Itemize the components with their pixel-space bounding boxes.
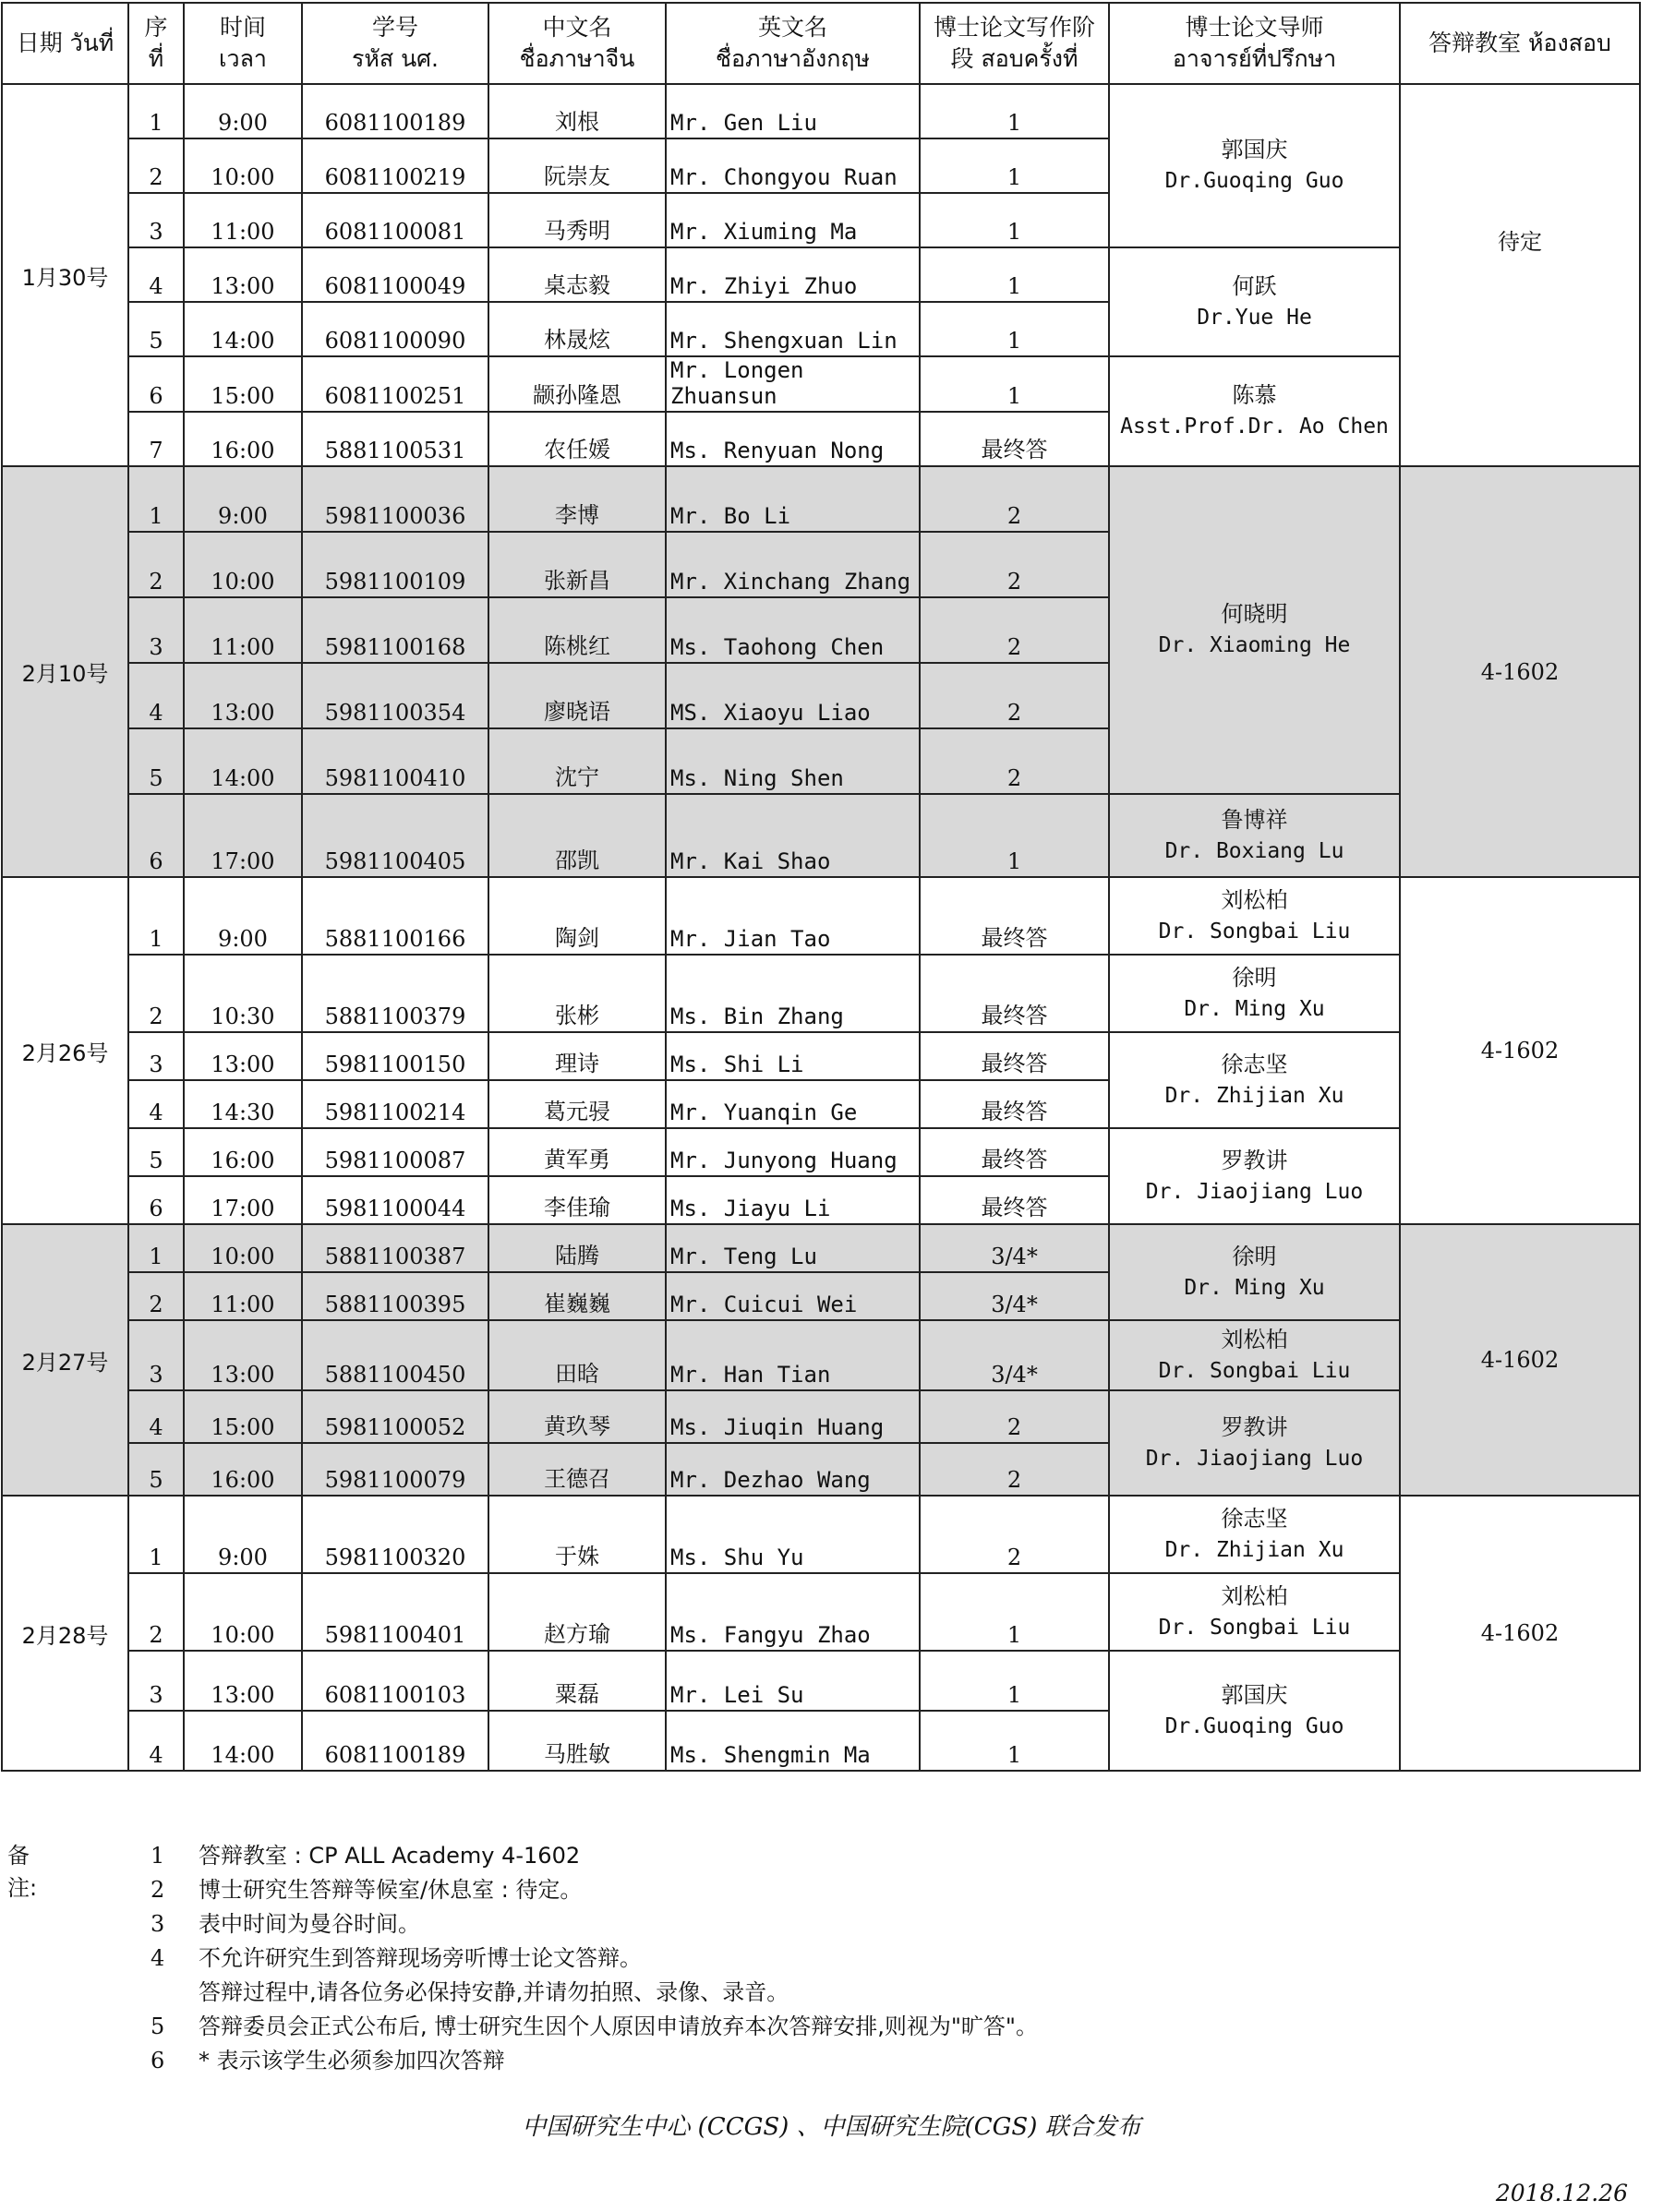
advisor-english-name: Dr. Zhijian Xu xyxy=(1164,1083,1344,1108)
time-cell: 14:30 xyxy=(184,1080,302,1128)
time-cell: 15:00 xyxy=(184,1390,302,1443)
chinese-name-cell: 林晟炫 xyxy=(488,302,666,356)
chinese-name-cell: 陆腾 xyxy=(488,1224,666,1272)
room-cell: 4-1602 xyxy=(1400,466,1640,877)
chinese-name-cell: 农任媛 xyxy=(488,412,666,466)
room-cell: 4-1602 xyxy=(1400,877,1640,1224)
seq-cell: 3 xyxy=(128,193,184,247)
stage-cell: 2 xyxy=(920,532,1109,597)
advisor-chinese-name: 刘松柏 xyxy=(1221,1582,1288,1609)
note-item xyxy=(151,1905,420,1938)
stage-cell: 1 xyxy=(920,1573,1109,1651)
student-row xyxy=(2,1390,1640,1443)
advisor-cell xyxy=(1109,1128,1400,1224)
seq-cell: 4 xyxy=(128,663,184,728)
seq-cell: 6 xyxy=(128,356,184,412)
advisor-cell xyxy=(1109,1573,1400,1651)
chinese-name-cell: 粟磊 xyxy=(488,1651,666,1711)
student-id-cell: 6081100103 xyxy=(302,1651,488,1711)
english-name-cell: Ms. Jiayu Li xyxy=(666,1176,920,1224)
note-number: 2 xyxy=(151,1877,165,1903)
stage-cell: 3/4* xyxy=(920,1272,1109,1320)
time-cell: 14:00 xyxy=(184,1711,302,1771)
stage-cell: 1 xyxy=(920,356,1109,412)
stage-cell: 最终答 xyxy=(920,412,1109,466)
time-cell: 15:00 xyxy=(184,356,302,412)
student-id-cell: 5981100401 xyxy=(302,1573,488,1651)
time-cell: 13:00 xyxy=(184,1032,302,1080)
english-name-cell: Mr. Junyong Huang xyxy=(666,1128,920,1176)
stage-cell: 2 xyxy=(920,663,1109,728)
advisor-cell xyxy=(1109,1496,1400,1573)
chinese-name-cell: 黄军勇 xyxy=(488,1128,666,1176)
seq-cell: 6 xyxy=(128,794,184,877)
advisor-chinese-name: 郭国庆 xyxy=(1221,137,1288,163)
time-cell: 11:00 xyxy=(184,193,302,247)
stage-cell: 1 xyxy=(920,193,1109,247)
time-cell: 13:00 xyxy=(184,1320,302,1390)
advisor-chinese-name: 徐志坚 xyxy=(1221,1505,1288,1532)
date-cell: 2月10号 xyxy=(2,466,128,877)
student-row xyxy=(2,247,1640,302)
student-row xyxy=(2,466,1640,532)
advisor-chinese-name: 罗教讲 xyxy=(1221,1147,1288,1173)
student-row xyxy=(2,356,1640,412)
student-row xyxy=(2,955,1640,1032)
english-name-cell: Mr. Kai Shao xyxy=(666,794,920,877)
english-name-cell: Mr. Han Tian xyxy=(666,1320,920,1390)
chinese-name-cell: 陶剑 xyxy=(488,877,666,955)
chinese-name-cell: 李博 xyxy=(488,466,666,532)
header-english-name: 英文名 ชื่อภาษาอังกฤษ xyxy=(666,3,920,84)
publisher-footer: 中国研究生中心 (CCGS) 、中国研究生院(CGS) 联合发布 xyxy=(522,2113,1141,2141)
english-name-cell: Mr. Yuanqin Ge xyxy=(666,1080,920,1128)
header-time: 时间 เวลา xyxy=(184,3,302,84)
note-text: 博士研究生答辩等候室/休息室 : 待定。 xyxy=(199,1877,583,1903)
english-name-cell: Ms. Ning Shen xyxy=(666,728,920,794)
time-cell: 11:00 xyxy=(184,597,302,663)
notes-heading: 备注: xyxy=(7,1843,38,1901)
chinese-name-cell: 马秀明 xyxy=(488,193,666,247)
english-name-cell: Ms. Shu Yu xyxy=(666,1496,920,1573)
note-number: 4 xyxy=(151,1945,165,1971)
header-advisor: 博士论文导师 อาจารย์ที่ปรึกษา xyxy=(1109,3,1400,84)
advisor-english-name: Dr. Ming Xu xyxy=(1184,1275,1325,1300)
advisor-english-name: Dr. Boxiang Lu xyxy=(1164,838,1344,863)
stage-cell: 2 xyxy=(920,1390,1109,1443)
header-seq: 序 ที่ xyxy=(128,3,184,84)
room-cell: 待定 xyxy=(1400,84,1640,466)
stage-cell: 1 xyxy=(920,247,1109,302)
time-cell: 10:00 xyxy=(184,532,302,597)
seq-cell: 2 xyxy=(128,1272,184,1320)
english-name-cell: Ms. Bin Zhang xyxy=(666,955,920,1032)
student-id-cell: 5881100531 xyxy=(302,412,488,466)
stage-cell: 1 xyxy=(920,302,1109,356)
time-cell: 10:30 xyxy=(184,955,302,1032)
english-name-cell: Ms. Shengmin Ma xyxy=(666,1711,920,1771)
english-name-cell: Mr. Longen Zhuansun xyxy=(666,356,920,412)
student-id-cell: 5981100079 xyxy=(302,1443,488,1496)
stage-cell: 最终答 xyxy=(920,1128,1109,1176)
note-text: 答辩教室 : CP ALL Academy 4-1602 xyxy=(199,1843,581,1869)
note-item xyxy=(151,1940,642,1972)
chinese-name-cell: 沈宁 xyxy=(488,728,666,794)
advisor-cell xyxy=(1109,877,1400,955)
advisor-cell xyxy=(1109,1651,1400,1771)
stage-cell: 2 xyxy=(920,597,1109,663)
student-row xyxy=(2,84,1640,138)
date-cell: 2月28号 xyxy=(2,1496,128,1771)
stage-cell: 2 xyxy=(920,1496,1109,1573)
seq-cell: 5 xyxy=(128,302,184,356)
seq-cell: 7 xyxy=(128,412,184,466)
time-cell: 9:00 xyxy=(184,466,302,532)
note-item xyxy=(151,1871,582,1904)
date-cell: 2月27号 xyxy=(2,1224,128,1496)
note-text: 不允许研究生到答辩现场旁听博士论文答辩。 xyxy=(199,1945,642,1971)
time-cell: 16:00 xyxy=(184,412,302,466)
advisor-cell xyxy=(1109,1224,1400,1320)
student-id-cell: 5981100354 xyxy=(302,663,488,728)
stage-cell: 3/4* xyxy=(920,1320,1109,1390)
english-name-cell: Mr. Bo Li xyxy=(666,466,920,532)
advisor-chinese-name: 徐志坚 xyxy=(1221,1051,1288,1077)
chinese-name-cell: 张新昌 xyxy=(488,532,666,597)
advisor-english-name: Dr. Zhijian Xu xyxy=(1164,1537,1344,1562)
english-name-cell: Mr. Zhiyi Zhuo xyxy=(666,247,920,302)
student-row xyxy=(2,1224,1640,1272)
english-name-cell: Mr. Jian Tao xyxy=(666,877,920,955)
advisor-chinese-name: 刘松柏 xyxy=(1221,1326,1288,1352)
seq-cell: 3 xyxy=(128,1032,184,1080)
note-item xyxy=(151,1974,789,2006)
student-id-cell: 6081100189 xyxy=(302,1711,488,1771)
chinese-name-cell: 张彬 xyxy=(488,955,666,1032)
note-number: 5 xyxy=(151,2014,165,2039)
time-cell: 14:00 xyxy=(184,728,302,794)
english-name-cell: Ms. Jiuqin Huang xyxy=(666,1390,920,1443)
english-name-cell: Mr. Shengxuan Lin xyxy=(666,302,920,356)
advisor-chinese-name: 何晓明 xyxy=(1221,601,1288,628)
student-id-cell: 5981100052 xyxy=(302,1390,488,1443)
student-row xyxy=(2,1320,1640,1390)
note-item xyxy=(151,2008,1038,2040)
stage-cell: 最终答 xyxy=(920,1080,1109,1128)
advisor-english-name: Dr.Guoqing Guo xyxy=(1164,169,1344,194)
seq-cell: 5 xyxy=(128,728,184,794)
advisor-english-name: Dr. Xiaoming He xyxy=(1158,633,1351,658)
advisor-chinese-name: 徐明 xyxy=(1232,964,1277,991)
advisor-chinese-name: 陈慕 xyxy=(1232,382,1277,409)
advisor-english-name: Dr.Guoqing Guo xyxy=(1164,1713,1344,1738)
seq-cell: 1 xyxy=(128,1496,184,1573)
english-name-cell: Mr. Dezhao Wang xyxy=(666,1443,920,1496)
advisor-english-name: Dr. Songbai Liu xyxy=(1158,1358,1351,1383)
english-name-cell: Ms. Fangyu Zhao xyxy=(666,1573,920,1651)
stage-cell: 1 xyxy=(920,1711,1109,1771)
advisor-english-name: Asst.Prof.Dr. Ao Chen xyxy=(1120,415,1389,439)
chinese-name-cell: 陈桃红 xyxy=(488,597,666,663)
student-row xyxy=(2,1651,1640,1711)
note-number: 3 xyxy=(151,1911,165,1937)
seq-cell: 2 xyxy=(128,1573,184,1651)
note-number: 6 xyxy=(151,2048,165,2074)
seq-cell: 6 xyxy=(128,1176,184,1224)
chinese-name-cell: 理诗 xyxy=(488,1032,666,1080)
note-text: 答辩过程中,请各位务必保持安静,并请勿拍照、录像、录音。 xyxy=(199,1979,789,2005)
time-cell: 16:00 xyxy=(184,1128,302,1176)
english-name-cell: Mr. Teng Lu xyxy=(666,1224,920,1272)
time-cell: 13:00 xyxy=(184,247,302,302)
student-id-cell: 5981100168 xyxy=(302,597,488,663)
stage-cell: 1 xyxy=(920,138,1109,193)
note-item xyxy=(151,1837,580,1869)
header-room: 答辩教室 ห้องสอบ xyxy=(1400,3,1640,84)
stage-cell: 3/4* xyxy=(920,1224,1109,1272)
student-id-cell: 6081100251 xyxy=(302,356,488,412)
time-cell: 17:00 xyxy=(184,1176,302,1224)
student-id-cell: 5881100379 xyxy=(302,955,488,1032)
stage-cell: 2 xyxy=(920,728,1109,794)
defense-schedule-table xyxy=(1,2,1641,1772)
english-name-cell: Mr. Gen Liu xyxy=(666,84,920,138)
english-name-cell: Mr. Cuicui Wei xyxy=(666,1272,920,1320)
english-name-cell: Mr. Xiuming Ma xyxy=(666,193,920,247)
student-id-cell: 6081100189 xyxy=(302,84,488,138)
note-text: * 表示该学生必须参加四次答辩 xyxy=(199,2048,505,2074)
time-cell: 9:00 xyxy=(184,877,302,955)
english-name-cell: Mr. Chongyou Ruan xyxy=(666,138,920,193)
note-number: 1 xyxy=(151,1843,165,1869)
seq-cell: 1 xyxy=(128,84,184,138)
advisor-chinese-name: 何跃 xyxy=(1232,272,1277,299)
student-id-cell: 5981100150 xyxy=(302,1032,488,1080)
seq-cell: 5 xyxy=(128,1128,184,1176)
seq-cell: 4 xyxy=(128,1080,184,1128)
chinese-name-cell: 田晗 xyxy=(488,1320,666,1390)
student-id-cell: 6081100049 xyxy=(302,247,488,302)
advisor-cell xyxy=(1109,1390,1400,1496)
student-id-cell: 6081100219 xyxy=(302,138,488,193)
advisor-cell xyxy=(1109,247,1400,356)
advisor-english-name: Dr. Jiaojiang Luo xyxy=(1145,1446,1364,1471)
time-cell: 9:00 xyxy=(184,84,302,138)
header-date: 日期 วันที่ xyxy=(2,3,128,84)
note-item xyxy=(151,2042,505,2074)
student-id-cell: 5881100395 xyxy=(302,1272,488,1320)
english-name-cell: Mr. Lei Su xyxy=(666,1651,920,1711)
advisor-chinese-name: 罗教讲 xyxy=(1221,1413,1288,1440)
stage-cell: 1 xyxy=(920,84,1109,138)
chinese-name-cell: 廖晓语 xyxy=(488,663,666,728)
room-cell: 4-1602 xyxy=(1400,1224,1640,1496)
seq-cell: 1 xyxy=(128,466,184,532)
stage-cell: 1 xyxy=(920,1651,1109,1711)
seq-cell: 2 xyxy=(128,532,184,597)
advisor-cell xyxy=(1109,955,1400,1032)
note-text: 答辩委员会正式公布后, 博士研究生因个人原因申请放弃本次答辩安排,则视为"旷答"。 xyxy=(199,2014,1038,2039)
header-stage: 博士论文写作阶 段 สอบครั้งที่ xyxy=(920,3,1109,84)
time-cell: 17:00 xyxy=(184,794,302,877)
note-text: 表中时间为曼谷时间。 xyxy=(199,1911,420,1937)
time-cell: 13:00 xyxy=(184,1651,302,1711)
advisor-chinese-name: 郭国庆 xyxy=(1221,1681,1288,1708)
seq-cell: 5 xyxy=(128,1443,184,1496)
student-id-cell: 6081100090 xyxy=(302,302,488,356)
advisor-cell xyxy=(1109,1320,1400,1390)
stage-cell: 1 xyxy=(920,794,1109,877)
time-cell: 14:00 xyxy=(184,302,302,356)
english-name-cell: Ms. Renyuan Nong xyxy=(666,412,920,466)
student-id-cell: 5981100109 xyxy=(302,532,488,597)
chinese-name-cell: 桌志毅 xyxy=(488,247,666,302)
time-cell: 13:00 xyxy=(184,663,302,728)
date-cell: 1月30号 xyxy=(2,84,128,466)
seq-cell: 3 xyxy=(128,1651,184,1711)
student-row xyxy=(2,1496,1640,1573)
time-cell: 10:00 xyxy=(184,1573,302,1651)
student-row xyxy=(2,1573,1640,1651)
schedule-body xyxy=(2,84,1640,1771)
advisor-cell xyxy=(1109,1032,1400,1128)
room-cell: 4-1602 xyxy=(1400,1496,1640,1771)
seq-cell: 2 xyxy=(128,138,184,193)
time-cell: 10:00 xyxy=(184,1224,302,1272)
seq-cell: 4 xyxy=(128,1390,184,1443)
student-id-cell: 5981100410 xyxy=(302,728,488,794)
student-row xyxy=(2,1128,1640,1176)
english-name-cell: Ms. Taohong Chen xyxy=(666,597,920,663)
student-id-cell: 5981100087 xyxy=(302,1128,488,1176)
header-chinese-name: 中文名 ชื่อภาษาจีน xyxy=(488,3,666,84)
time-cell: 16:00 xyxy=(184,1443,302,1496)
chinese-name-cell: 崔巍巍 xyxy=(488,1272,666,1320)
stage-cell: 最终答 xyxy=(920,955,1109,1032)
seq-cell: 1 xyxy=(128,877,184,955)
advisor-english-name: Dr. Jiaojiang Luo xyxy=(1145,1179,1364,1204)
advisor-english-name: Dr. Ming Xu xyxy=(1184,996,1325,1021)
english-name-cell: MS. Xiaoyu Liao xyxy=(666,663,920,728)
chinese-name-cell: 王德召 xyxy=(488,1443,666,1496)
student-id-cell: 5981100405 xyxy=(302,794,488,877)
advisor-english-name: Dr.Yue He xyxy=(1197,305,1312,330)
english-name-cell: Mr. Xinchang Zhang xyxy=(666,532,920,597)
student-id-cell: 5881100166 xyxy=(302,877,488,955)
student-row xyxy=(2,1032,1640,1080)
stage-cell: 最终答 xyxy=(920,1176,1109,1224)
advisor-cell xyxy=(1109,84,1400,247)
advisor-cell xyxy=(1109,794,1400,877)
time-cell: 11:00 xyxy=(184,1272,302,1320)
time-cell: 9:00 xyxy=(184,1496,302,1573)
advisor-chinese-name: 刘松柏 xyxy=(1221,886,1288,913)
student-id-cell: 5981100044 xyxy=(302,1176,488,1224)
advisor-chinese-name: 鲁博祥 xyxy=(1221,806,1288,833)
advisor-english-name: Dr. Songbai Liu xyxy=(1158,1615,1351,1640)
student-row xyxy=(2,877,1640,955)
chinese-name-cell: 葛元骎 xyxy=(488,1080,666,1128)
student-id-cell: 5981100036 xyxy=(302,466,488,532)
chinese-name-cell: 刘根 xyxy=(488,84,666,138)
chinese-name-cell: 阮崇友 xyxy=(488,138,666,193)
student-id-cell: 6081100081 xyxy=(302,193,488,247)
student-id-cell: 5981100320 xyxy=(302,1496,488,1573)
stage-cell: 2 xyxy=(920,1443,1109,1496)
seq-cell: 1 xyxy=(128,1224,184,1272)
student-id-cell: 5881100450 xyxy=(302,1320,488,1390)
advisor-cell xyxy=(1109,466,1400,794)
header-student-id: 学号 รหัส นศ. xyxy=(302,3,488,84)
chinese-name-cell: 颛孙隆恩 xyxy=(488,356,666,412)
chinese-name-cell: 邵凯 xyxy=(488,794,666,877)
stage-cell: 最终答 xyxy=(920,877,1109,955)
seq-cell: 3 xyxy=(128,1320,184,1390)
chinese-name-cell: 马胜敏 xyxy=(488,1711,666,1771)
date-cell: 2月26号 xyxy=(2,877,128,1224)
advisor-english-name: Dr. Songbai Liu xyxy=(1158,919,1351,944)
student-id-cell: 5981100214 xyxy=(302,1080,488,1128)
advisor-cell xyxy=(1109,356,1400,466)
seq-cell: 4 xyxy=(128,247,184,302)
stage-cell: 最终答 xyxy=(920,1032,1109,1080)
chinese-name-cell: 李佳瑜 xyxy=(488,1176,666,1224)
english-name-cell: Ms. Shi Li xyxy=(666,1032,920,1080)
chinese-name-cell: 黄玖琴 xyxy=(488,1390,666,1443)
seq-cell: 3 xyxy=(128,597,184,663)
seq-cell: 4 xyxy=(128,1711,184,1771)
chinese-name-cell: 于姝 xyxy=(488,1496,666,1573)
stage-cell: 2 xyxy=(920,466,1109,532)
time-cell: 10:00 xyxy=(184,138,302,193)
student-id-cell: 5881100387 xyxy=(302,1224,488,1272)
chinese-name-cell: 赵方瑜 xyxy=(488,1573,666,1651)
publish-date: 2018.12.26 xyxy=(1495,2180,1628,2206)
header-row xyxy=(2,3,1640,84)
seq-cell: 2 xyxy=(128,955,184,1032)
student-row xyxy=(2,794,1640,877)
advisor-chinese-name: 徐明 xyxy=(1232,1243,1277,1269)
